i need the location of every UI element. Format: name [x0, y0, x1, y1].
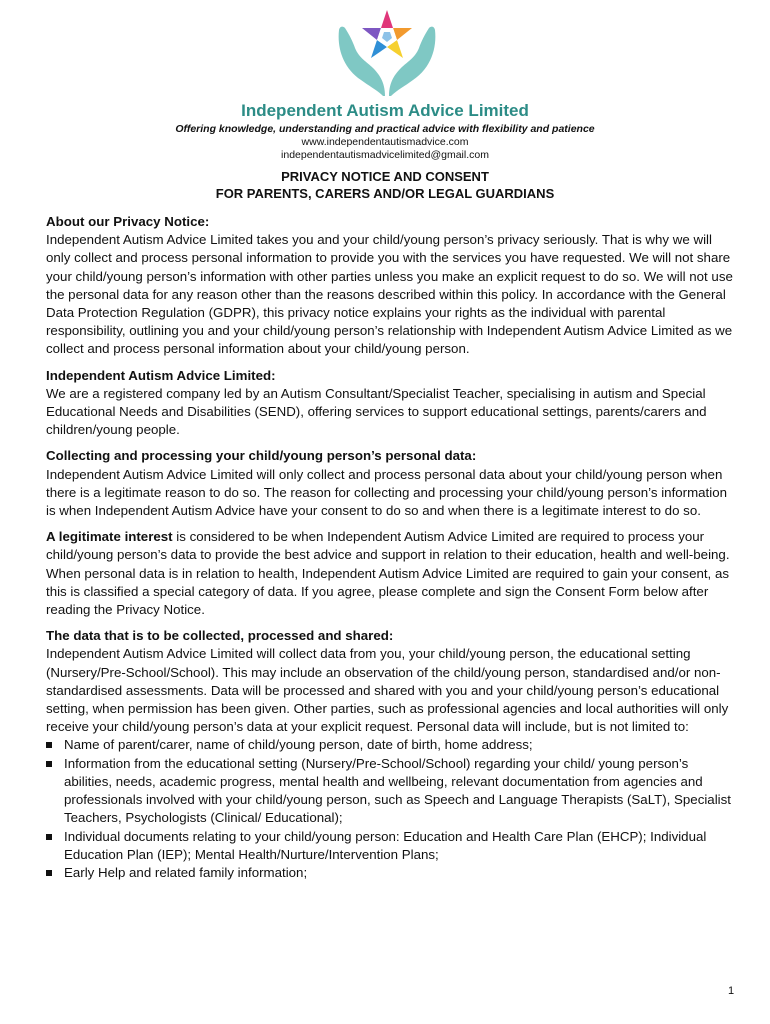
section-paragraph — [46, 528, 736, 619]
page-number: 1 — [728, 985, 735, 997]
section-heading: Independent Autism Advice Limited: — [46, 367, 276, 383]
data-bullet-list — [46, 736, 736, 882]
logo-graphic — [333, 8, 441, 98]
square-bullet-icon — [46, 834, 52, 840]
section-heading: The data that is to be collected, processed and shared: — [46, 628, 394, 644]
section-heading: About our Privacy Notice: — [46, 214, 210, 229]
email-link[interactable]: independentautismadvicelimited@gmail.com — [281, 149, 489, 161]
letterhead — [0, 101, 770, 162]
list-item — [46, 864, 736, 882]
star-in-hands-logo — [333, 8, 441, 98]
square-bullet-icon — [46, 870, 52, 876]
document-body — [46, 213, 736, 890]
collecting-section — [46, 447, 736, 520]
section-paragraph: Independent Autism Advice Limited will collect data from you, your child/young person, the educational setting (Nursery/Pre-School/School). This may include an observation of the child/young person, standardised and/or non-standardised assessments. Data will be processed and shared with you and your child/young person’s educational setting, when permission has been given. Other parties, such as professional agencies and local authorities will only receive your child/young person’s data at your explicit request. Personal data will include, but is not limited to: — [46, 646, 729, 735]
company-section — [46, 367, 736, 440]
legitimate-interest-section — [46, 528, 736, 619]
section-paragraph: Independent Autism Advice Limited takes you and your child/young person’s privacy seriously. That is why we will only collect and process personal information to provide you with the services you have requested. We will not share your child/young person’s information with other parties unless you make an explicit request to do so. We will not use the personal data for any reason other than the reasons described within this policy. In accordance with the General Data Protection Regulation (GDPR), this privacy notice explains your rights as the individual with parental responsibility, outlining you and your child/young person’s relationship with Independent Autism Advice Limited as we collect and process personal information about your child/young person. — [46, 232, 733, 357]
organisation-name: Independent Autism Advice Limited — [241, 101, 529, 120]
data-collected-section — [46, 627, 736, 882]
section-paragraph: We are a registered company led by an Autism Consultant/Specialist Teacher, specialising in autism and Special Educational Needs and Disabilities (SEND), offering services to support educational settings, parents/carers and children/young people. — [46, 385, 707, 438]
list-item-text: Individual documents relating to your child/young person: Education and Health Care Plan (EHCP); Individual Education Plan (IEP); Mental Health/Nurture/Intervention Plans; — [64, 828, 707, 862]
title-line-1: PRIVACY NOTICE AND CONSENT — [281, 169, 489, 184]
legitimate-interest-text: is considered to be when Independent Autism Advice Limited are required to process your child/young person’s data to provide the best advice and support in relation to their education, health and well-being. When personal data is in relation to health, Independent Autism Advice Limited are required to gain your consent, as this is classified a special category of data. If you agree, please complete and sign the Consent Form below after reading the Privacy Notice. — [46, 529, 730, 618]
square-bullet-icon — [46, 761, 52, 767]
list-item-text: Early Help and related family information; — [64, 864, 308, 880]
legitimate-interest-lead: A legitimate interest — [46, 529, 173, 545]
about-section — [46, 213, 736, 359]
list-item-text: Information from the educational setting (Nursery/Pre-School/School) regarding your child/ young person’s abilities, needs, academic progress, mental health and wellbeing, relevant documentation from agencies and professionals involved with your child/young person, such as Speech and Language Therapists (SaLT), Specialist Teachers, Psychologists (Clinical/ Educational); — [64, 755, 731, 826]
tagline: Offering knowledge, understanding and practical advice with flexibility and patience — [175, 123, 595, 135]
list-item-text: Name of parent/carer, name of child/young person, date of birth, home address; — [64, 737, 533, 753]
multicolor-star — [362, 10, 412, 58]
document-title — [0, 168, 770, 202]
list-item — [46, 736, 736, 754]
list-item — [46, 755, 736, 828]
website-link[interactable]: www.independentautismadvice.com — [301, 136, 469, 148]
square-bullet-icon — [46, 742, 52, 748]
section-heading: Collecting and processing your child/young person’s personal data: — [46, 448, 477, 464]
title-line-2: FOR PARENTS, CARERS AND/OR LEGAL GUARDIANS — [215, 186, 555, 201]
list-item — [46, 828, 736, 864]
section-paragraph: Independent Autism Advice Limited will only collect and process personal data about your child/young person when there is a legitimate reason to do so. The reason for collecting and processing your child/young person’s information is when Independent Autism Advice have your consent to do so and when there is a legitimate interest to do so. — [46, 466, 727, 519]
